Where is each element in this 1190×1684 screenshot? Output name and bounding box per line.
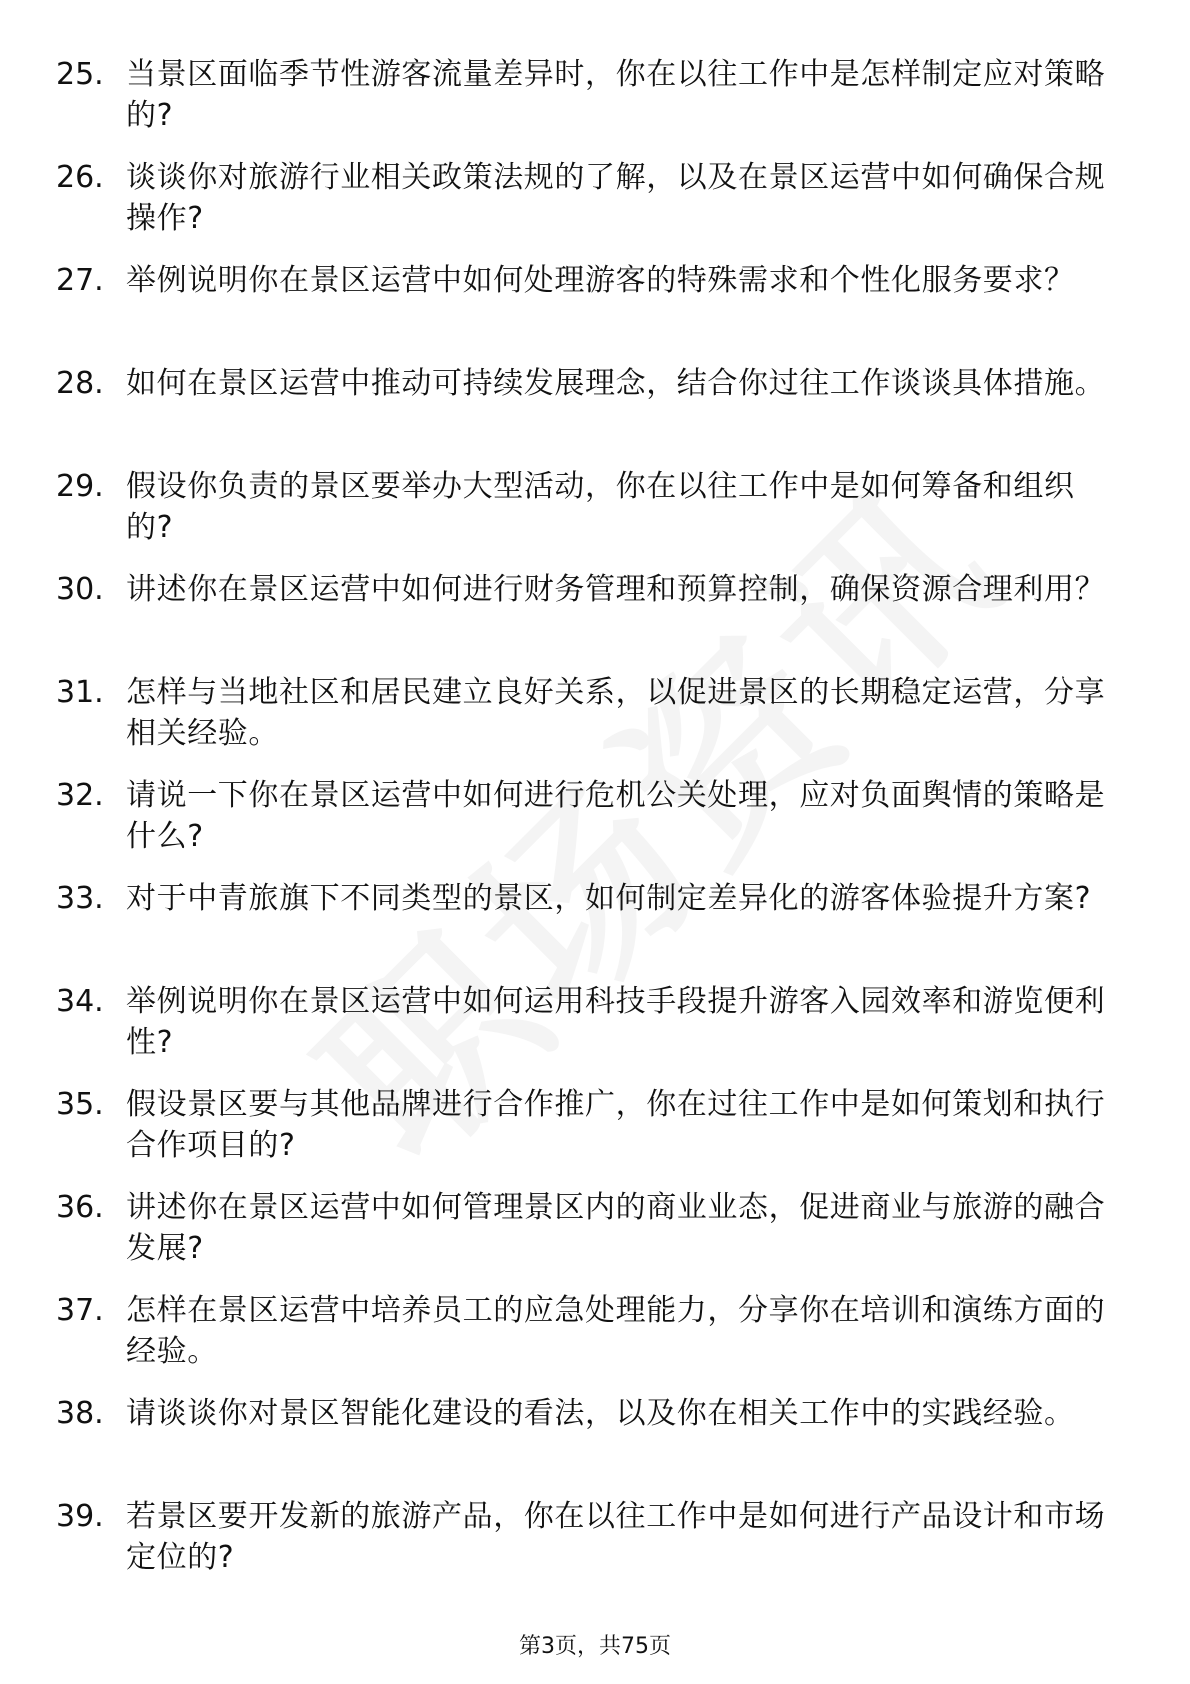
question-number: 25.	[56, 57, 104, 92]
question-number: 34.	[56, 984, 104, 1019]
question-item	[56, 1084, 1116, 1169]
question-text: 对于中青旅旗下不同类型的景区，如何制定差异化的游客体验提升方案?	[126, 881, 1092, 916]
question-text: 如何在景区运营中推动可持续发展理念，结合你过往工作谈谈具体措施。	[126, 366, 1106, 401]
question-item	[56, 672, 1116, 757]
question-text: 请谈谈你对景区智能化建设的看法，以及你在相关工作中的实践经验。	[126, 1396, 1075, 1431]
question-item	[56, 1393, 1116, 1478]
question-text: 假设景区要与其他品牌进行合作推广，你在过往工作中是如何策划和执行合作项目的?	[126, 1087, 1106, 1163]
question-item	[56, 569, 1116, 654]
question-text: 当景区面临季节性游客流量差异时，你在以往工作中是怎样制定应对策略的?	[126, 57, 1106, 133]
question-text: 若景区要开发新的旅游产品，你在以往工作中是如何进行产品设计和市场定位的?	[126, 1499, 1106, 1575]
question-list	[56, 54, 1116, 1599]
question-item	[56, 54, 1116, 139]
question-number: 28.	[56, 366, 104, 401]
question-text: 讲述你在景区运营中如何进行财务管理和预算控制，确保资源合理利用？	[126, 572, 1106, 607]
question-text: 谈谈你对旅游行业相关政策法规的了解，以及在景区运营中如何确保合规操作?	[126, 160, 1106, 236]
question-text: 举例说明你在景区运营中如何处理游客的特殊需求和个性化服务要求？	[126, 263, 1075, 298]
question-number: 29.	[56, 469, 104, 504]
question-item	[56, 981, 1116, 1066]
question-number: 32.	[56, 778, 104, 813]
question-item	[56, 1187, 1116, 1272]
question-item	[56, 1496, 1116, 1581]
question-text: 怎样在景区运营中培养员工的应急处理能力，分享你在培训和演练方面的经验。	[126, 1293, 1106, 1369]
question-text: 举例说明你在景区运营中如何运用科技手段提升游客入园效率和游览便利性?	[126, 984, 1106, 1060]
question-number: 39.	[56, 1499, 104, 1534]
question-number: 30.	[56, 572, 104, 607]
question-item	[56, 775, 1116, 860]
question-number: 36.	[56, 1190, 104, 1225]
question-text: 请说一下你在景区运营中如何进行危机公关处理，应对负面舆情的策略是什么?	[126, 778, 1106, 854]
question-item	[56, 157, 1116, 242]
question-item	[56, 260, 1116, 345]
question-item	[56, 363, 1116, 448]
question-number: 27.	[56, 263, 104, 298]
page-footer: 第3页，共75页	[519, 1634, 671, 1659]
question-text: 怎样与当地社区和居民建立良好关系，以促进景区的长期稳定运营，分享相关经验。	[126, 675, 1106, 751]
question-number: 33.	[56, 881, 104, 916]
question-text: 讲述你在景区运营中如何管理景区内的商业业态，促进商业与旅游的融合发展?	[126, 1190, 1106, 1266]
question-number: 37.	[56, 1293, 104, 1328]
question-number: 31.	[56, 675, 104, 710]
question-item	[56, 878, 1116, 963]
question-item	[56, 466, 1116, 551]
question-item	[56, 1290, 1116, 1375]
question-number: 26.	[56, 160, 104, 195]
question-number: 38.	[56, 1396, 104, 1431]
question-text: 假设你负责的景区要举办大型活动，你在以往工作中是如何筹备和组织的?	[126, 469, 1075, 545]
question-number: 35.	[56, 1087, 104, 1122]
